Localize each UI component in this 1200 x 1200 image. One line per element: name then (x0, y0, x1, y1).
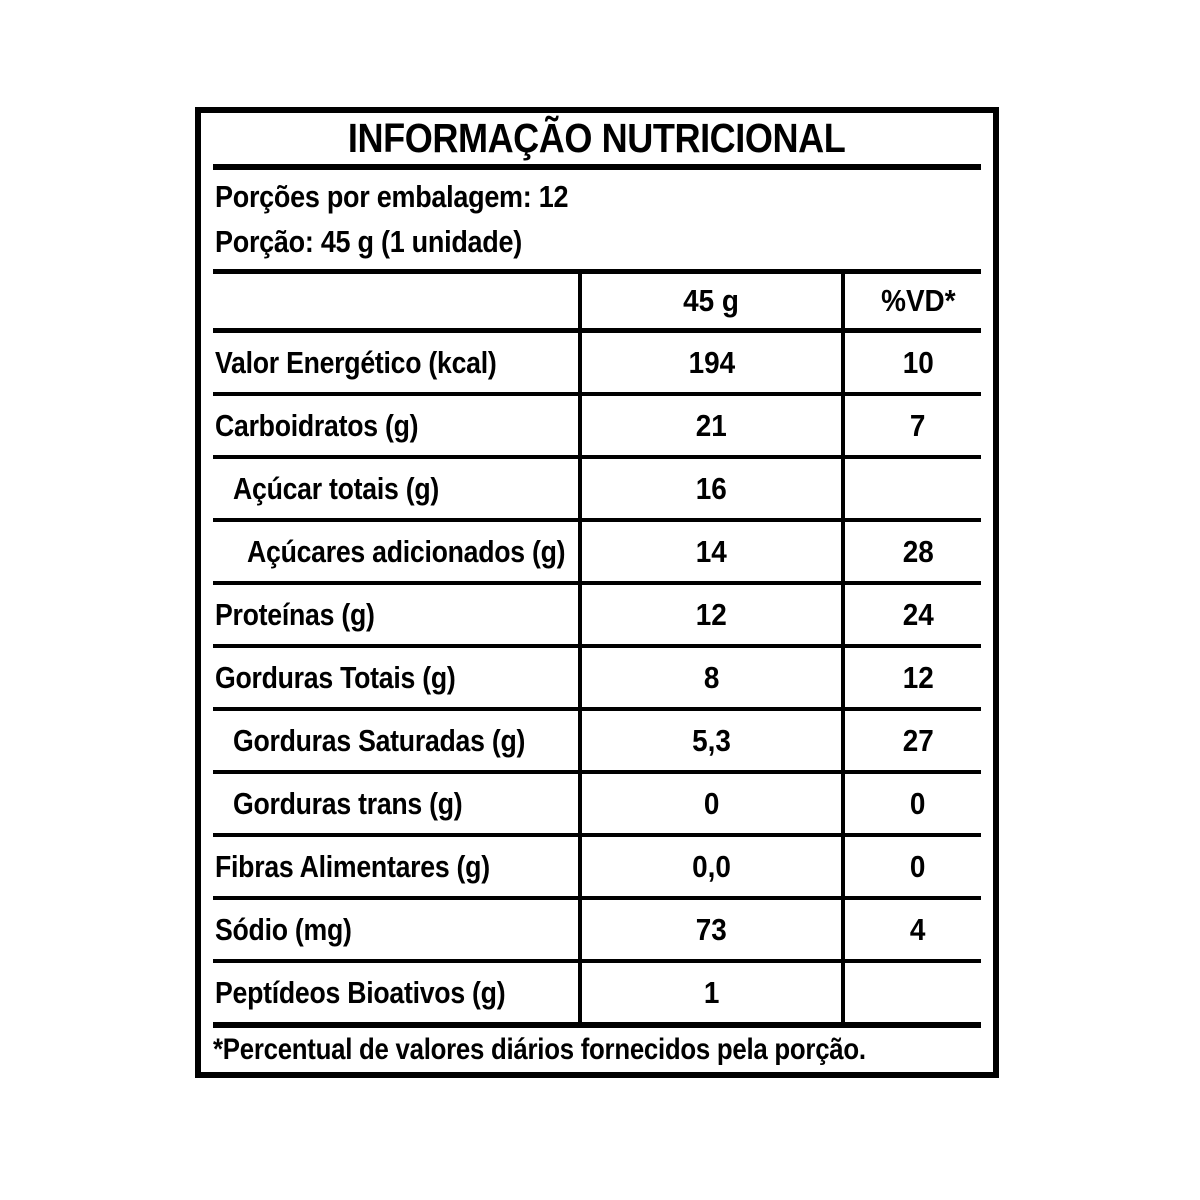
nutrient-row-saturated-fat (201, 711, 993, 770)
dv-value: 28 (902, 533, 934, 569)
nutrient-label: Fibras Alimentares (g) (215, 848, 490, 884)
nutrient-row-sodium (201, 900, 993, 959)
amount-value: 1 (703, 974, 720, 1010)
amount-value: 14 (695, 533, 728, 569)
serving-info-block (201, 170, 993, 269)
dv-value: 4 (910, 911, 926, 947)
amount-value: 73 (695, 911, 728, 947)
nutrient-label: Carboidratos (g) (215, 407, 419, 443)
nutrient-row-total-fat (201, 648, 993, 707)
dv-value: 27 (902, 722, 934, 758)
nutrient-label: Gorduras Totais (g) (215, 659, 456, 695)
amount-value: 8 (703, 659, 720, 695)
column-divider-2 (841, 269, 845, 1028)
dv-value: 24 (902, 596, 934, 632)
amount-value: 0 (703, 785, 720, 821)
table-title-row (201, 113, 993, 164)
nutrient-row-protein (201, 585, 993, 644)
nutrient-row-fiber (201, 837, 993, 896)
nutrition-facts-table (195, 107, 999, 1078)
amount-value: 21 (695, 407, 728, 443)
amount-value: 12 (695, 596, 728, 632)
nutrient-label: Valor Energético (kcal) (215, 344, 497, 380)
column-header-dv: %VD* (880, 283, 956, 318)
nutrient-label: Sódio (mg) (215, 911, 352, 947)
nutrient-label: Açúcar totais (g) (233, 470, 439, 506)
dv-value: 10 (902, 344, 934, 380)
column-header-row (201, 274, 993, 328)
nutrient-row-trans-fat (201, 774, 993, 833)
column-divider-1 (578, 269, 582, 1028)
amount-value: 0,0 (692, 848, 731, 884)
dv-value: 7 (910, 407, 926, 443)
amount-value: 194 (688, 344, 735, 380)
nutrient-grid (201, 269, 993, 1028)
nutrient-label: Proteínas (g) (215, 596, 375, 632)
dv-value: 12 (902, 659, 934, 695)
amount-value: 16 (695, 470, 728, 506)
nutrient-label: Peptídeos Bioativos (g) (215, 974, 506, 1010)
nutrient-row-total-sugars (201, 459, 993, 518)
nutrient-label: Açúcares adicionados (g) (247, 533, 566, 569)
nutrient-row-added-sugars (201, 522, 993, 581)
footnote-row (201, 1028, 993, 1072)
nutrient-row-bioactive-peptides (201, 963, 993, 1022)
nutrient-label: Gorduras Saturadas (g) (233, 722, 526, 758)
serving-size: Porção: 45 g (1 unidade) (215, 224, 522, 259)
nutrient-label: Gorduras trans (g) (233, 785, 463, 821)
grid-bottom-divider (213, 1022, 981, 1028)
nutrient-row-carbs (201, 396, 993, 455)
table-title: INFORMAÇÃO NUTRICIONAL (348, 115, 846, 161)
nutrient-row-energy (201, 333, 993, 392)
footnote: *Percentual de valores diários fornecidos pela porção. (213, 1033, 866, 1066)
amount-value: 5,3 (692, 722, 731, 758)
servings-per-package: Porções por embalagem: 12 (215, 179, 569, 214)
dv-value: 0 (910, 848, 926, 884)
column-header-amount: 45 g (683, 283, 740, 318)
dv-value: 0 (910, 785, 926, 821)
